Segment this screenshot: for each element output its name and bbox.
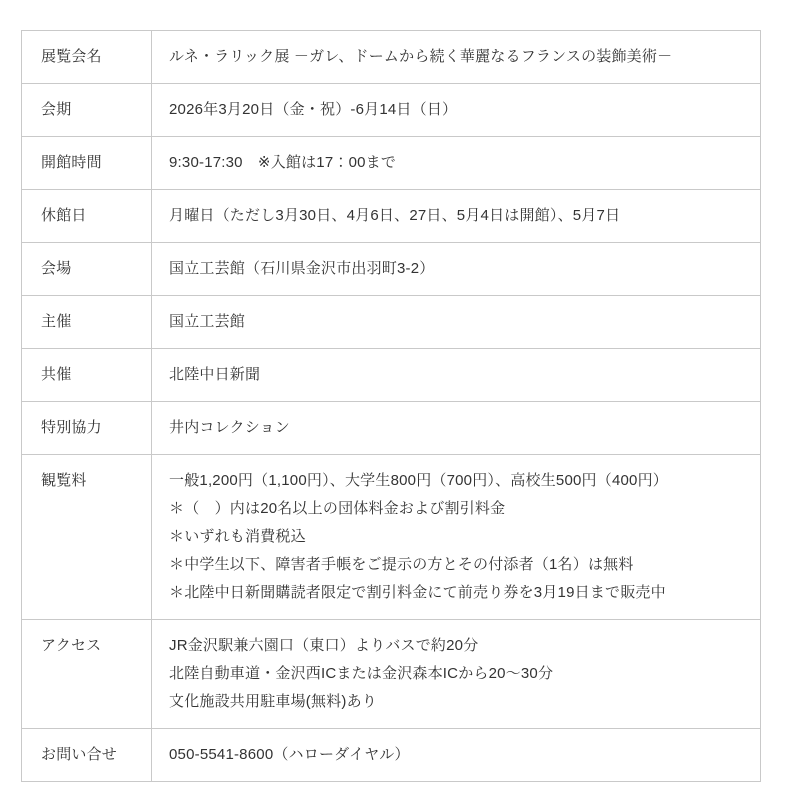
row-value-line: JR金沢駅兼六園口（東口）よりバスで約20分 [169,637,479,654]
row-value-line: 国立工芸館 [169,313,246,330]
row-label: 特別協力 [22,402,152,455]
table-row-venue [22,243,761,296]
table-row-access [22,620,761,729]
row-value [152,296,761,349]
row-value-line: 月曜日（ただし3月30日、4月6日、27日、5月4日は開館）、5月7日 [169,207,621,224]
row-label: 会場 [22,243,152,296]
table-row-organizer [22,296,761,349]
row-value-line: 北陸中日新聞 [169,366,261,383]
row-value [152,190,761,243]
row-value [152,402,761,455]
row-label: 観覧料 [22,455,152,620]
exhibition-info-table [21,30,761,782]
row-value-line: 一般1,200円（1,100円）、大学生800円（700円）、高校生500円（400円） [169,472,668,489]
row-value-line: 2026年3月20日（金・祝）-6月14日（日） [169,101,458,118]
row-value [152,455,761,620]
row-label: 展覧会名 [22,31,152,84]
row-label: 共催 [22,349,152,402]
row-value [152,84,761,137]
row-value [152,137,761,190]
row-label: 会期 [22,84,152,137]
row-label: お問い合せ [22,729,152,782]
row-value [152,349,761,402]
row-value-line: 井内コレクション [169,419,291,436]
row-value-line: ルネ・ラリック展 －ガレ、ドームから続く華麗なるフランスの装飾美術－ [169,48,673,65]
table-row-exhibition-name [22,31,761,84]
table-row-admission-fee [22,455,761,620]
table-row-period [22,84,761,137]
row-value [152,243,761,296]
row-value-line: 国立工芸館（石川県金沢市出羽町3-2） [169,260,435,277]
row-label: 休館日 [22,190,152,243]
row-value-line: 文化施設共用駐車場(無料)あり [169,693,377,710]
exhibition-info-table-wrap [21,30,761,782]
table-row-co-organizer [22,349,761,402]
row-value-line: 北陸自動車道・金沢西ICまたは金沢森本ICから20〜30分 [169,665,554,682]
row-label: 開館時間 [22,137,152,190]
row-value [152,31,761,84]
table-row-closed-days [22,190,761,243]
row-value-line: ＊（ ）内は20名以上の団体料金および割引料金 [169,500,506,517]
row-value-line: 050-5541-8600（ハローダイヤル） [169,746,410,763]
row-value-line: ＊いずれも消費税込 [169,528,306,545]
row-label: 主催 [22,296,152,349]
table-row-opening-hours [22,137,761,190]
row-label: アクセス [22,620,152,729]
row-value-line: 9:30-17:30 ※入館は17：00まで [169,154,397,171]
table-row-special-cooperation [22,402,761,455]
row-value-line: ＊中学生以下、障害者手帳をご提示の方とその付添者（1名）は無料 [169,556,634,573]
row-value-line: ＊北陸中日新聞購読者限定で割引料金にて前売り券を3月19日まで販売中 [169,584,666,601]
row-value [152,620,761,729]
row-value [152,729,761,782]
table-row-contact [22,729,761,782]
